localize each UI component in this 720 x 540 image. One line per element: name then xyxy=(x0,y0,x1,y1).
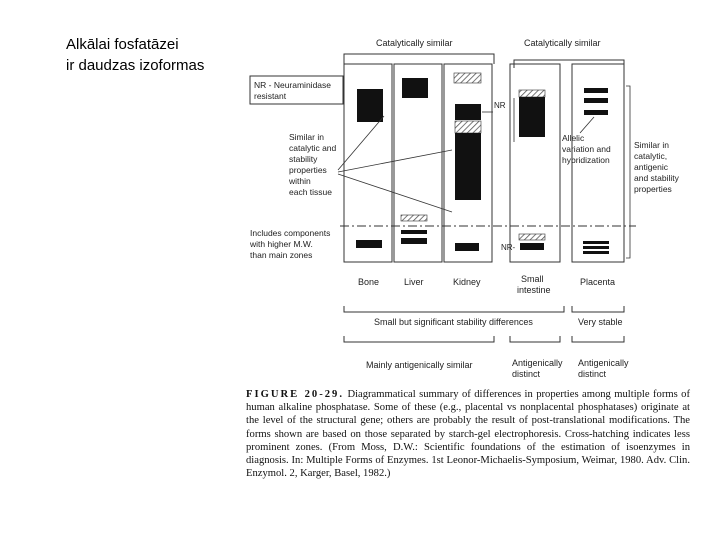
annot-high-mw-line-1: Includes components xyxy=(250,228,331,238)
kidney-nr-label: NR xyxy=(494,101,506,110)
placenta-band-5 xyxy=(583,246,609,249)
tissue-liver: Liver xyxy=(404,277,424,287)
stability-left-bracket xyxy=(344,306,564,312)
pointer-to-bone xyxy=(338,116,384,170)
antigen-left-bracket xyxy=(344,336,494,342)
intestine-main-band xyxy=(519,97,545,137)
slide-title-line-2: ir daudzas izoformas xyxy=(66,57,205,74)
antigen-right-bracket xyxy=(572,336,624,342)
antigen-mid-line-2: distinct xyxy=(512,369,541,379)
header-left-bracket xyxy=(344,54,494,64)
annot-right-line-2: catalytic, xyxy=(634,151,668,161)
annot-similar-line-3: stability xyxy=(289,154,318,164)
annot-right-line-1: Similar in xyxy=(634,140,669,150)
placenta-band-6 xyxy=(583,251,609,254)
kidney-band-nr xyxy=(455,104,481,120)
tissue-placenta: Placenta xyxy=(580,277,616,287)
liver-band-lower xyxy=(401,238,427,244)
antigen-right-line-1: Antigenically xyxy=(578,358,629,368)
annot-right-line-3: antigenic xyxy=(634,162,669,172)
liver-band-upper xyxy=(401,230,427,234)
annot-allelic-line-1: Allelic xyxy=(562,133,585,143)
header-right: Catalytically similar xyxy=(524,38,601,48)
antigen-mid-line-1: Antigenically xyxy=(512,358,563,368)
annot-similar-line-6: each tissue xyxy=(289,187,332,197)
figure-caption-text: Diagrammatical summary of differences in properties among multiple forms of human alkaline phosphatase. Some of these (e.g., placental vs nonplacental phosphatases) originate at the level of the structural gene; others are probably the result of post-translational modifications. The forms shown are based on those separated by starch-gel electrophoresis. Cross-hatching indicates less prominent zones. (From Moss, D.W.: Scientific foundations of the estimation of isoenzymes in diagnosis. In: Multiple Forms of Enzymes. 1st Leonor-Michaelis-Symposium, Weimar, 1980. Adv. Clin. Enzymol. 2, Karger, Basel, 1982.) xyxy=(246,389,690,480)
liver-main-band xyxy=(402,78,428,98)
tissue-bone: Bone xyxy=(358,277,380,287)
placenta-band-2 xyxy=(584,98,608,103)
kidney-high-mw-band xyxy=(455,243,479,251)
antigen-right-line-2: distinct xyxy=(578,369,607,379)
pointer-to-kidney xyxy=(338,174,452,212)
pointer-allelic xyxy=(580,117,594,133)
nr-legend-line-1: NR - Neuraminidase xyxy=(254,80,331,90)
placenta-band-3 xyxy=(584,110,608,115)
intestine-hatched-band-top xyxy=(519,90,545,97)
figure-caption xyxy=(246,388,690,480)
right-annot-bracket xyxy=(626,86,630,258)
annot-high-mw-line-3: than main zones xyxy=(250,250,313,260)
nr-legend-line-2: resistant xyxy=(254,91,287,101)
intestine-hatched-band-low xyxy=(519,234,545,240)
tissue-small: Small xyxy=(521,274,544,284)
annot-similar-line-4: properties xyxy=(289,165,327,175)
antigen-left-label: Mainly antigenically similar xyxy=(366,360,473,370)
figure-caption-label: FIGURE 20-29. xyxy=(246,389,344,400)
annot-similar-line-2: catalytic and xyxy=(289,143,337,153)
annot-high-mw-line-2: with higher M.W. xyxy=(250,239,313,249)
kidney-hatched-band-mid xyxy=(455,121,481,133)
annot-right-line-4: and stability xyxy=(634,173,679,183)
bone-main-band xyxy=(357,89,383,122)
header-left: Catalytically similar xyxy=(376,38,453,48)
tissue-intestine: intestine xyxy=(517,285,551,295)
tissue-kidney: Kidney xyxy=(453,277,481,287)
annot-allelic-line-3: hybridization xyxy=(562,155,610,165)
placenta-band-4 xyxy=(583,241,609,244)
annot-similar-line-5: within xyxy=(289,176,311,186)
placenta-band-1 xyxy=(584,88,608,93)
stability-right-bracket xyxy=(572,306,624,312)
slide-title-line-1: Alkālai fosfatāzei xyxy=(66,36,179,53)
annot-similar-line-1: Similar in xyxy=(289,132,324,142)
kidney-hatched-band-top xyxy=(454,73,481,83)
pointer-to-liver xyxy=(338,150,452,172)
intestine-nr-label: NR- xyxy=(501,243,516,252)
intestine-nr-band xyxy=(520,243,544,250)
bone-high-mw-band xyxy=(356,240,382,248)
annot-right-line-5: properties xyxy=(634,184,672,194)
antigen-mid-bracket xyxy=(510,336,560,342)
annot-allelic-line-2: variation and xyxy=(562,144,611,154)
liver-hatched-band xyxy=(401,215,427,221)
kidney-main-band xyxy=(455,133,481,200)
stability-right-label: Very stable xyxy=(578,317,623,327)
stability-left-label: Small but significant stability differences xyxy=(374,317,533,327)
